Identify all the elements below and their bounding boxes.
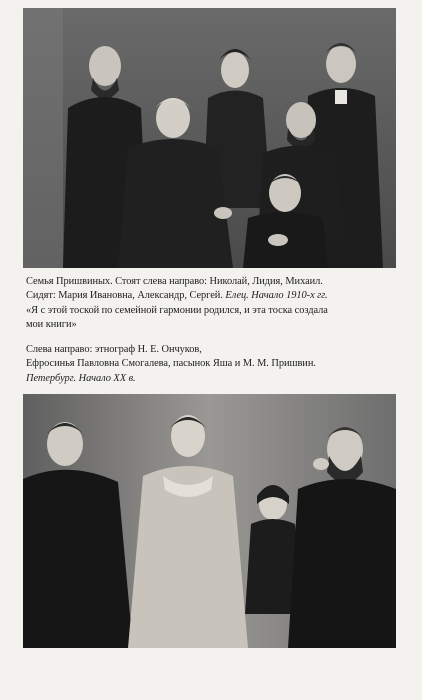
caption-place-date [26, 372, 398, 386]
caption-quote: мои книги» [26, 319, 77, 331]
caption-quote: «Я с этой тоской по семейной гармонии родился, и эта тоска создала [26, 304, 328, 316]
caption-line: Ефросинья Павловна Смогалева, пасынок Яша и М. М. Пришвин. [26, 358, 316, 370]
caption-line: Семья Пришвиных. Стоят слева направо: Николай, Лидия, Михаил. [26, 276, 323, 287]
family-photo [23, 8, 396, 268]
family-photo-caption [26, 275, 398, 333]
caption-line [26, 289, 398, 303]
caption-text: Сидят: Мария Ивановна, Александр, Сергей. [26, 290, 226, 302]
group-photo [23, 394, 396, 648]
caption-italic: Петербург. Начало XX в. [26, 372, 136, 384]
caption-line: Слева направо: этнограф Н. Е. Ончуков, [26, 344, 202, 355]
caption-place-date: Елец. Начало 1910-х гг. [225, 290, 328, 302]
group-photo-caption [26, 343, 398, 386]
